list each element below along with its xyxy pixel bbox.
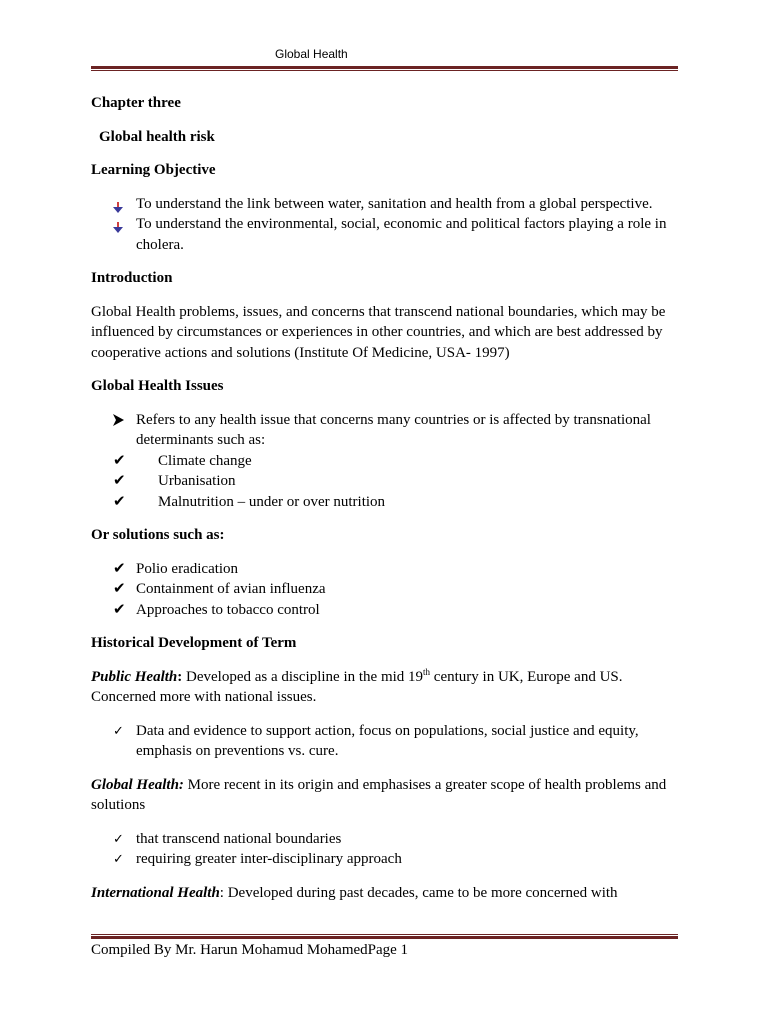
checkmark-icon: ✔ [113, 473, 126, 489]
solution-text: Containment of avian influenza [136, 581, 326, 597]
checkmark-icon: ✔ [113, 493, 126, 510]
public-health-text: century in UK, Europe and US. Concerned more with national issues. [91, 668, 623, 705]
objective-text: To understand the environmental, social, economic and political factors playing a role in cholera. [136, 216, 667, 253]
international-health-paragraph [91, 883, 681, 904]
global-health-label: Global Health: [91, 776, 184, 793]
chapter-subtitle: Global health risk [99, 128, 215, 145]
issues-lead-text: Refers to any health issue that concerns many countries or is affected by transnational determinants such as: [136, 411, 651, 448]
international-health-label: International Health [91, 884, 220, 901]
global-health-paragraph [91, 775, 681, 816]
header-rule [91, 66, 678, 71]
checkmark-icon: ✓ [113, 722, 124, 738]
list-item [91, 849, 681, 870]
footer-text: Compiled By Mr. Harun Mohamud MohamedPage 1 [91, 942, 409, 958]
checkmark-icon: ✓ [113, 830, 124, 846]
solution-text: Polio eradication [136, 560, 239, 577]
global-health-item: requiring greater inter-disciplinary approach [136, 851, 402, 867]
learning-objective-heading: Learning Objective [91, 162, 216, 178]
footer-rule [91, 934, 678, 939]
arrow-bullet-icon [113, 414, 123, 426]
header-title: Global Health [275, 47, 348, 61]
list-item [91, 600, 681, 621]
chapter-title: Chapter three [91, 95, 181, 111]
issue-text: Malnutrition – under or over nutrition [158, 493, 386, 510]
public-health-item: Data and evidence to support action, focus on populations, social justice and equity, emphasis on preventions vs. cure. [136, 722, 639, 759]
list-item [91, 829, 681, 850]
bullet-icon [113, 199, 123, 210]
list-item [91, 721, 681, 762]
list-item [91, 559, 681, 580]
public-health-text: Developed as a discipline in the mid 19 [182, 668, 424, 685]
checkmark-icon: ✔ [113, 560, 126, 577]
checkmark-icon: ✓ [113, 851, 124, 866]
document-body [91, 93, 681, 903]
issue-text: Climate change [158, 452, 252, 469]
introduction-text: Global Health problems, issues, and concerns that transcend national boundaries, which may be influenced by circumstances or experiences in other countries, and which are best addressed by cooperative actions and solutions (Institute Of Medicine, USA- 1997) [91, 303, 666, 361]
bullet-icon [113, 219, 123, 230]
public-health-label: Public Health [91, 668, 178, 685]
list-item [91, 451, 681, 472]
solution-text: Approaches to tobacco control [136, 601, 320, 618]
global-health-text: More recent in its origin and emphasises a greater scope of health problems and solutions [91, 776, 667, 813]
introduction-heading: Introduction [91, 270, 173, 286]
list-item [91, 214, 681, 255]
list-item [91, 471, 681, 492]
issues-heading: Global Health Issues [91, 378, 224, 394]
list-item [91, 492, 681, 513]
public-health-paragraph: Public Health: Developed as a discipline in the mid 19th century in UK, Europe and US. Concerned more with national issues. [91, 666, 623, 705]
objective-text: To understand the link between water, sanitation and health from a global perspective. [136, 195, 653, 212]
history-heading: Historical Development of Term [91, 635, 297, 651]
checkmark-icon: ✔ [113, 452, 126, 469]
superscript: th [423, 666, 431, 677]
checkmark-icon: ✔ [113, 581, 126, 597]
checkmark-icon: ✔ [113, 601, 126, 618]
solutions-heading: Or solutions such as: [91, 527, 225, 543]
list-item [91, 194, 681, 215]
issue-text: Urbanisation [158, 473, 236, 489]
global-health-item: that transcend national boundaries [136, 830, 342, 847]
international-health-text: : Developed during past decades, came to be more concerned with [219, 884, 618, 901]
list-item [91, 579, 681, 600]
list-item [91, 410, 681, 451]
